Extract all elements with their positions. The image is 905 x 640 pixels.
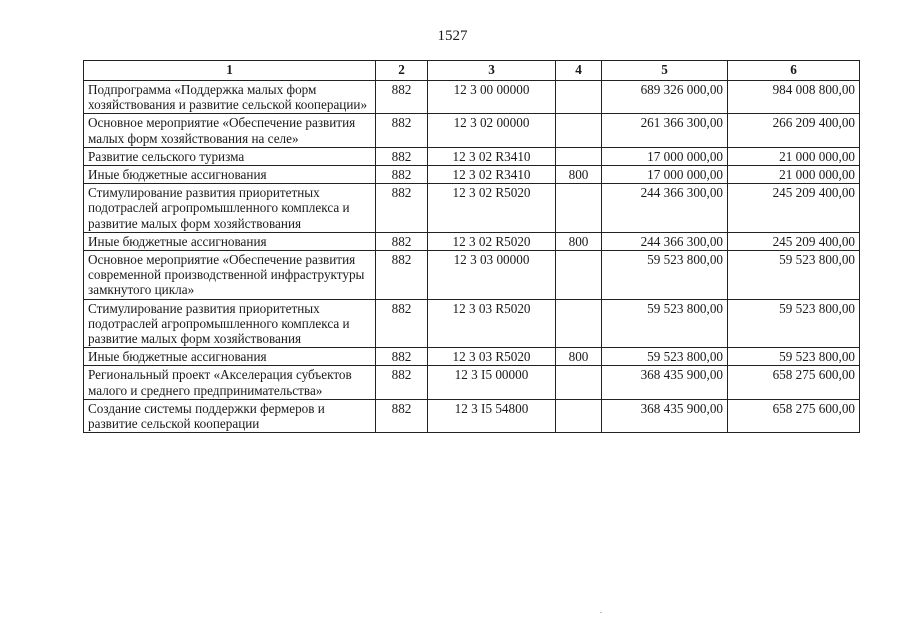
row-vr [556,399,602,432]
row-name: Основное мероприятие «Обеспечение развития современной производственной инфраструктуры замкнутого цикла» [84,251,376,300]
row-code: 882 [376,299,428,348]
row-csr: 12 3 02 00000 [428,114,556,147]
row-code: 882 [376,399,428,432]
row-vr: 800 [556,348,602,366]
row-amount2: 59 523 800,00 [728,251,860,300]
table-row [84,251,860,300]
row-amount2: 59 523 800,00 [728,348,860,366]
row-amount1: 59 523 800,00 [602,348,728,366]
row-amount1: 17 000 000,00 [602,166,728,184]
row-name: Стимулирование развития приоритетных подотраслей агропромышленного комплекса и развитие малых форм хозяйствования [84,184,376,233]
row-vr [556,114,602,147]
budget-table [83,60,860,433]
row-amount2: 245 209 400,00 [728,184,860,233]
row-csr: 12 3 02 R5020 [428,184,556,233]
row-amount2: 658 275 600,00 [728,366,860,399]
scan-speck [600,612,602,613]
col-header-5: 5 [602,61,728,81]
page-number: 1527 [437,28,468,44]
row-code: 882 [376,232,428,250]
row-name: Иные бюджетные ассигнования [84,348,376,366]
row-code: 882 [376,147,428,165]
row-vr [556,299,602,348]
row-vr [556,184,602,233]
table-row [84,399,860,432]
table-row [84,299,860,348]
row-name: Развитие сельского туризма [84,147,376,165]
row-amount2: 59 523 800,00 [728,299,860,348]
table-row [84,81,860,114]
header-row [84,61,860,81]
row-csr: 12 3 03 R5020 [428,348,556,366]
row-name: Иные бюджетные ассигнования [84,166,376,184]
row-csr: 12 3 I5 00000 [428,366,556,399]
row-name: Стимулирование развития приоритетных подотраслей агропромышленного комплекса и развитие малых форм хозяйствования [84,299,376,348]
row-name: Основное мероприятие «Обеспечение развития малых форм хозяйствования на селе» [84,114,376,147]
row-amount1: 689 326 000,00 [602,81,728,114]
row-amount1: 368 435 900,00 [602,366,728,399]
table-row [84,366,860,399]
row-vr [556,251,602,300]
row-amount2: 245 209 400,00 [728,232,860,250]
row-code: 882 [376,184,428,233]
row-csr: 12 3 00 00000 [428,81,556,114]
row-csr: 12 3 02 R3410 [428,147,556,165]
row-amount2: 266 209 400,00 [728,114,860,147]
table-row [84,184,860,233]
row-amount2: 984 008 800,00 [728,81,860,114]
row-code: 882 [376,81,428,114]
table-row [84,348,860,366]
row-vr [556,81,602,114]
col-header-2: 2 [376,61,428,81]
table-row [84,232,860,250]
row-amount1: 244 366 300,00 [602,232,728,250]
row-csr: 12 3 02 R3410 [428,166,556,184]
row-name: Подпрограмма «Поддержка малых форм хозяйствования и развитие сельской кооперации» [84,81,376,114]
row-amount1: 59 523 800,00 [602,299,728,348]
row-csr: 12 3 I5 54800 [428,399,556,432]
row-code: 882 [376,366,428,399]
row-vr [556,366,602,399]
row-amount1: 17 000 000,00 [602,147,728,165]
row-amount1: 261 366 300,00 [602,114,728,147]
row-code: 882 [376,166,428,184]
row-amount1: 368 435 900,00 [602,399,728,432]
row-amount1: 59 523 800,00 [602,251,728,300]
row-amount2: 21 000 000,00 [728,147,860,165]
row-amount1: 244 366 300,00 [602,184,728,233]
table-row [84,147,860,165]
row-name: Создание системы поддержки фермеров и развитие сельской кооперации [84,399,376,432]
row-csr: 12 3 02 R5020 [428,232,556,250]
row-name: Иные бюджетные ассигнования [84,232,376,250]
row-csr: 12 3 03 00000 [428,251,556,300]
col-header-6: 6 [728,61,860,81]
row-amount2: 21 000 000,00 [728,166,860,184]
table-row [84,166,860,184]
row-vr [556,147,602,165]
row-name: Региональный проект «Акселерация субъектов малого и среднего предпринимательства» [84,366,376,399]
row-vr: 800 [556,232,602,250]
row-code: 882 [376,251,428,300]
col-header-1: 1 [84,61,376,81]
row-vr: 800 [556,166,602,184]
table-row [84,114,860,147]
row-code: 882 [376,114,428,147]
row-amount2: 658 275 600,00 [728,399,860,432]
row-code: 882 [376,348,428,366]
row-csr: 12 3 03 R5020 [428,299,556,348]
col-header-4: 4 [556,61,602,81]
col-header-3: 3 [428,61,556,81]
